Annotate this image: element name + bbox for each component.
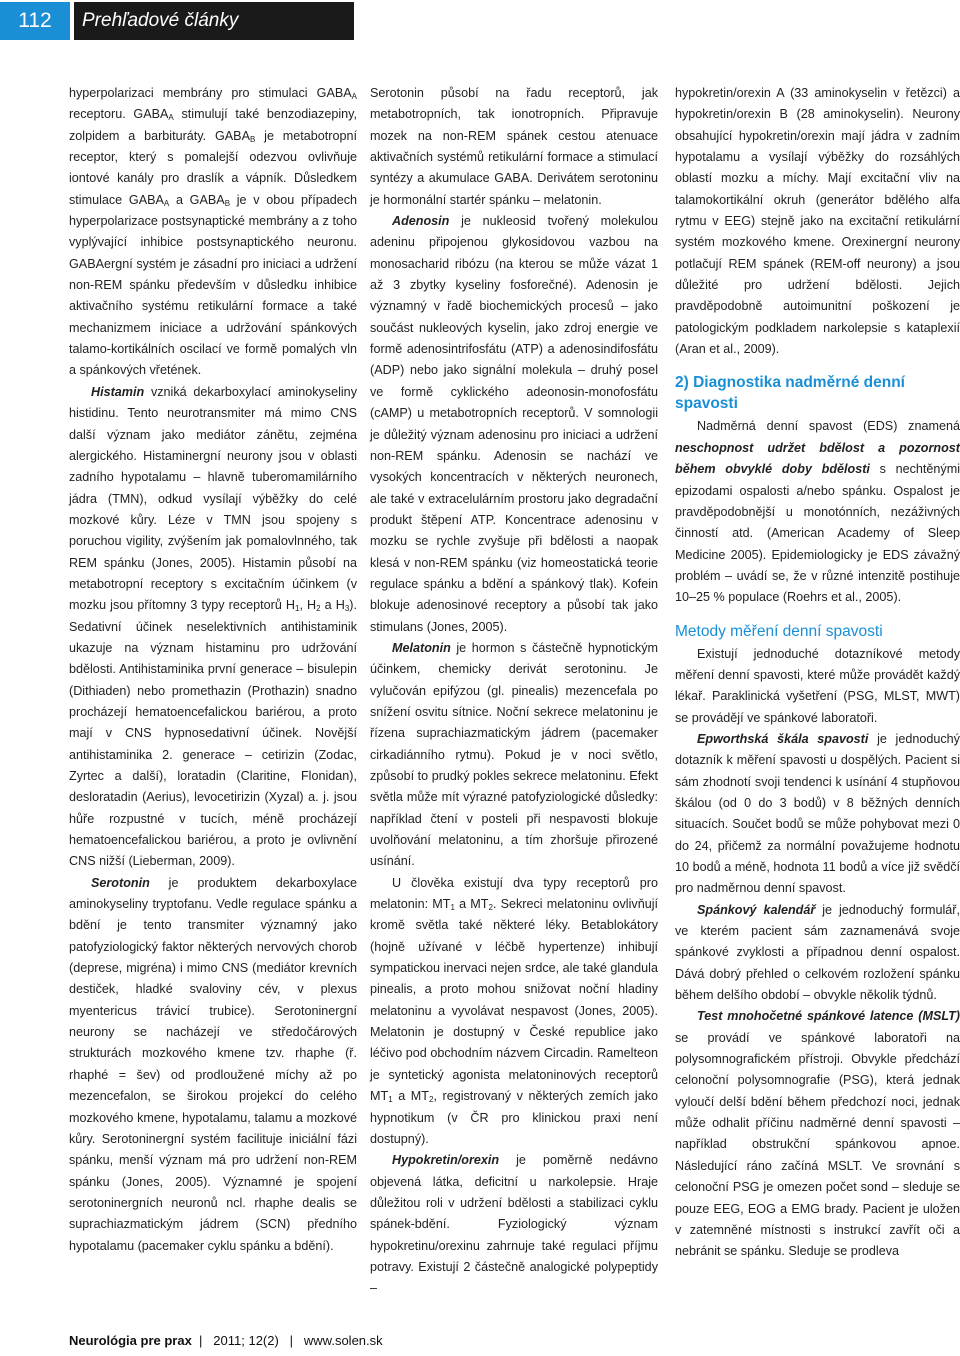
footer <box>69 1333 383 1348</box>
paragraph: Serotonin působí na řadu receptorů, jak metabotropních, tak ionotropních. Připravuje mozek na non-REM spánek cestou atenuace aktivačních systémů retikulární formace a stimulací syntézy a akumulace GABA. Derivátem serotoninu je hormonální startér spánku – melatonin. <box>370 86 658 207</box>
keyword: Epworthská škála spavosti <box>697 731 869 746</box>
paragraph-epworth: Epworthská škála spavosti je jednoduchý dotazník k měření spavosti u dospělých. Pacient si sám zhodnotí svoji tendenci k usínání 4 stupňovou škálou (od 0 do 3 bodů) v 8 běžných denních situacích. Součet bodů se může pohybovat mezi 0 do 24, přičemž za normální považujeme hodnotu 10 bodů a méně, hodnota 11 bodů a více již svědčí pro nadměrnou denní spavost. <box>675 731 960 896</box>
paragraph: hypokretin/orexin A (33 aminokyselin v řetězci) a hypokretin/orexin B (28 aminokyselin). Neurony obsahující hypokretin/orexin mají jádra v zadním hypotalamu a vysílají výběžky do rozsáhlých oblastí mozku a míchy. Mají excitační vliv na talamokortikální okruh (generátor bdělého alfa rytmu v EEG) stejně jako na excitační retikulární systém mozkového kmene. Orexinergní neurony potlačují REM spánek (REM-off neurony) a jsou důležité pro udržení bdělosti. Jejich pravděpodobně autoimunitní poškození je patologickým podkladem narkolepsie s kataplexií (Aran et al., 2009). <box>675 86 960 357</box>
keyword: Serotonin <box>91 875 150 890</box>
website-link[interactable]: www.solen.sk <box>303 1333 383 1348</box>
keyword: Test mnohočetné spánkové latence (MSLT) <box>697 1009 960 1024</box>
paragraph-histamin: Histamin vzniká dekarboxylací aminokyseliny histidinu. Tento neurotransmiter má mimo CNS další význam jako mediátor zánětu, zejména alergického. Histaminergní neurony jsou v oblasti zadního hypotalamu – hlavně tuberomamilárního jádra (TMN), odkud vysílají výběžky do celé mozkové kůry. Léze v TMN jsou spojeny s poruchou vigility, zvýšením jak pomalovlnného, tak REM spánku (Jones, 2005). Histamin působí na metabotropní receptory s excitačním účinkem (v mozku jsou přítomny 3 typy receptorů $H_1$, $H_2$ a $H_3$). Sedativní účinek neselektivních antihistaminik ukazuje na význam histaminu pro udržování bdělosti. Antihistaminika první generace – bisulepin (Dithiaden) nebo promethazin (Prothazin) snadno procházejí hematoencefalickou bariérou, a proto mají v CNS hypnosedativní účinek. Novější antihistaminika 2. generace – cetirizin (Zodac, Zyrtec a další), loratadin (Claritine, Flonidan), desloratadin (Aerius), levocetirizin (Xyzal) a. j. jsou hůře rozpustné v tucích, méně procházejí hematoencefalickou bariérou, a proto je ovlivnění CNS nižší (Lieberman, 2009). <box>69 384 357 869</box>
paragraph-receptors: U člověka existují dva typy receptorů pro melatonin: $MT_1$ a $MT_2$. Sekreci melatoninu ovlivňují kromě světla také některé léky. Betablokátory (hojně užívané v léčbě hypertenze) inhibují sympatickou inervaci nejen srdce, ale také glandula pinealis, a proto mohou snižovat noční hladiny melatoninu a vyvolávat nespavost (Jones, 2005). Melatonin je dostupný v České republice jako léčivo pod obchodním názvem Circadin. Ramelteon je syntetický agonista melatoninových receptorů $MT_1$ a $MT_2$, registrovaný v některých zemích jako hypnotikum (v ČR pro klinickou praxi není dostupný). <box>370 875 659 1146</box>
paragraph: hyperpolarizaci membrány pro stimulaci $GABA_A$ receptoru. $GABA_A$ stimulují také benzodiazepiny, zolpidem a barbituráty. $GABA_B$ je metabotropní receptor, který s pomalejší odezvou ovlivňuje iontové kanály pro draslík a vápník. Důsledkem stimulace $GABA_A$ a $GABA_B$ je v obou případech hyperpolarizace postsynaptické membrány a z toho vyplývající inhibice postsynaptického neuronu. GABAergní systém je zásadní pro iniciaci a udržení non-REM spánku především v důsledku inhibice aktivačního systému retikulární formace a také mechanizmem iniciace a udržování spánkových talamo-kortikálních oscilací ve formě pomalých vln a spánkových vřetének. <box>69 86 358 378</box>
keyword: neschopnost udržet bdělost a pozornost během obvyklé doby bdělosti <box>675 440 960 477</box>
paragraph-eds: Nadměrná denní spavost (EDS) znamená neschopnost udržet bdělost a pozornost během obvyklé doby bdělosti s nechtěnými epizodami ospalosti a/nebo spánku. Ospalost je pravděpodobnější u monotónních, nezáživných činností atd. (American Academy of Sleep Medicine 2005). Epidemiologicky je EDS závažný problém – uvádí se, že v různé intenzitě postihuje 10–25 % populace (Roehrs et al., 2005). <box>675 419 960 605</box>
journal-name: Neurológia pre prax <box>69 1333 192 1348</box>
keyword: Histamin <box>91 384 145 399</box>
paragraph-methods: Existují jednoduché dotazníkové metody měření denní spavosti, které může provádět každý lékař. Paraklinická vyšetření (PSG, MLST, MWT) se provádějí ve spánkové laboratoři. <box>675 646 960 725</box>
keyword: Melatonin <box>392 640 451 655</box>
subsection-heading: Metody měření denní spavosti <box>675 622 883 640</box>
paragraph-calendar: Spánkový kalendář je jednoduchý formulář, ve kterém pacient sám zaznamenává svoje spánkové zvyklosti a případnou denní ospalost. Dává dobrý přehled o celkovém rozložení spánku během delšího období – obvykle několik týdnů. <box>675 902 960 1003</box>
paragraph-mslt: Test mnohočetné spánkové latence (MSLT) se provádí ve spánkové laboratoři na polysomnografickém přístroji. Obvykle předchází celonoční polysomnografie (PSG), která jednak vyloučí delší bdění během předchozí noci, jednak může odhalit příčinu nadměrné denní spavosti – například obstrukční spánkovou apnoe. Následující ráno začíná MSLT. Ve srovnání s celonoční PSG je omezen počet sond – sleduje se pouze EEG, EOG a EMG brady. Pacient je uložen v zatemněné místnosti s instrukcí zavřít oči a nebránit se spánku. Sleduje se prodleva <box>675 1009 960 1259</box>
separator: | <box>195 1333 210 1348</box>
section-heading: 2) Diagnostika nadměrné denní spavosti <box>675 374 905 413</box>
column-1 <box>69 83 357 1257</box>
paragraph-adenosin: Adenosin je nukleosid tvořený molekulou adeninu připojenou glykosidovou vazbou na monosacharid ribózu (na kterou se může vázat 1 až 3 zbytky kyseliny fosforečné). Adenosin je významný v řadě biochemických procesů – jako součást nukleových kyselin, jako zdroj energie ve formě adenosintrifosfátu (ATP) a adenosindifosfátu (ADP) nebo jako signální molekula – druhý posel ve formě cyklického adeonosin-monofosfátu (cAMP) u metabotropních receptorů. V somnologii je důležitý význam adenosinu pro iniciaci a udržení non-REM spánku. Adenosin se nachází ve vysokých koncentracích v některých neuronech, ale také v extracelulárním prostoru jako degradační produkt štěpení ATP. Koncentrace adenosinu v mozku se rychle zvyšuje při bdělosti a naopak klesá v non-REM spánku (viz homeostatická teorie regulace spánku a bdění a spánkový tlak). Kofein blokuje adenosinové receptory a působí tak jako stimulans (Jones, 2005). <box>370 214 658 634</box>
issue-info: 2011; 12(2) <box>213 1333 279 1348</box>
column-3 <box>675 83 960 1263</box>
page-number: 112 <box>0 2 70 40</box>
paragraph-melatonin: Melatonin je hormon s částečně hypnotickým účinkem, chemicky derivát serotoninu. Je vylučován epifýzou (gl. pinealis) mezencefala po snížení osvitu sítnice. Noční sekrece melatoninu je řízena suprachiazmatickým jádrem (pacemaker cirkadiánního rytmu). Pokud je v noci světlo, způsobí to prudký pokles sekrece melatoninu. Efekt světla může mít výrazné patofyziologické důsledky: například čtení v posteli při nespavosti blokuje uvolňování melatoninu, a tím zhoršuje přirozené usínání. <box>370 640 658 869</box>
keyword: Adenosin <box>392 214 450 229</box>
paragraph-hypokretin: Hypokretin/orexin je poměrně nedávno objevená látka, deficitní u narkolepsie. Hraje důležitou roli v udržení bdělosti a stabilizaci cyklu spánek-bdění. Fyziologický význam hypokretinu/orexinu zahrnuje také regulaci příjmu potravy. Existují 2 částečně analogické polypeptidy – <box>370 1153 658 1296</box>
section-title: Prehľadové články <box>74 2 354 40</box>
paragraph-serotonin: Serotonin je produktem dekarboxylace aminokyseliny tryptofanu. Vedle regulace spánku a bdění je tento transmiter významný jako patofyziologický faktor některých nervových chorob (deprese, migréna) i mimo CNS (mediátor krevních destiček, hladké svaloviny cév, v plexus myentericus trávicí trubice). Serotoninergní neurony se nacházejí ve středočárových strukturách mozkového kmene tzv. rhaphe (ř. rhaphé = šev) od prodloužené míchy až po mezencefalon, se širokou projekcí do celého mozkového kmene, hypotalamu, talamu a mozkové kůry. Serotoninergní systém facilituje iniciální fázi spánku, menší význam má pro udržení non-REM spánku (Jones, 2005). Významné je spojení serotoninergních neuronů ncl. rhaphe dealis se suprachiazmatickým jádrem (SCN) předního hypotalamu (pacemaker cyklu spánku a bdění). <box>69 875 357 1253</box>
keyword: Spánkový kalendář <box>697 902 816 917</box>
keyword: Hypokretin/orexin <box>392 1153 500 1168</box>
separator: | <box>282 1333 301 1348</box>
column-2 <box>370 83 658 1300</box>
